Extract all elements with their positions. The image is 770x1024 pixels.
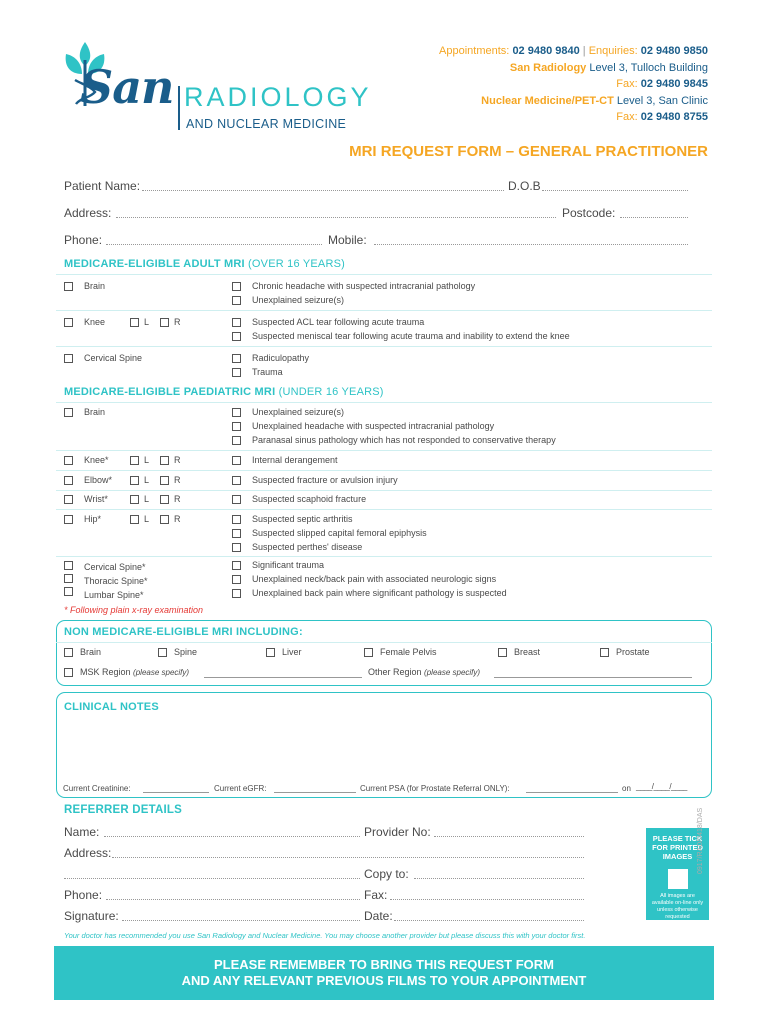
- paed-brain-checkbox[interactable]: [64, 408, 73, 417]
- logo-radiology: RADIOLOGY: [184, 82, 372, 112]
- reminder-banner: PLEASE REMEMBER TO BRING THIS REQUEST FORM AND ANY RELEVANT PREVIOUS FILMS TO YOUR APPOINTMENT: [54, 946, 714, 1000]
- copy-to-field[interactable]: [414, 878, 584, 879]
- printed-images-panel: PLEASE TICK FOR PRINTED IMAGES All images are available on-line only unless otherwise requested: [646, 828, 709, 920]
- address-field[interactable]: [116, 217, 556, 218]
- msk-region-field[interactable]: [204, 677, 362, 678]
- nm-msk-checkbox[interactable]: [64, 668, 73, 677]
- paed-lumbar-spine-checkbox[interactable]: [64, 587, 73, 596]
- date-field[interactable]: [394, 920, 584, 921]
- nuclear-label: Nuclear Medicine/PET-CT: [481, 94, 614, 107]
- referrer-fax-field[interactable]: [390, 899, 584, 900]
- egfr-field[interactable]: [274, 792, 356, 793]
- paed-knee-left-checkbox[interactable]: [130, 456, 139, 465]
- referrer-address-line2[interactable]: [64, 878, 360, 879]
- provider-no-field[interactable]: [434, 836, 584, 837]
- san-label: San Radiology: [509, 61, 587, 74]
- paed-hip-left-checkbox[interactable]: [130, 515, 139, 524]
- appointments-number: 02 9480 9840: [512, 45, 580, 57]
- referrer-phone-field[interactable]: [106, 899, 360, 900]
- logo-san: San: [80, 60, 174, 114]
- disclaimer: Your doctor has recommended you use San Radiology and Nuclear Medicine. You may choose another provider but please discuss this with your doctor first.: [64, 931, 586, 940]
- postcode-label: Postcode:: [562, 206, 616, 220]
- patient-name-label: Patient Name:: [64, 179, 141, 193]
- phone-label: Phone:: [64, 233, 103, 247]
- paed-knee-checkbox[interactable]: [64, 456, 73, 465]
- postcode-field[interactable]: [620, 217, 688, 218]
- fax2-number: 02 9480 8755: [640, 111, 708, 123]
- nm-breast-checkbox[interactable]: [498, 648, 507, 657]
- paed-cervical-spine-checkbox[interactable]: [64, 561, 73, 570]
- referrer-heading: REFERRER DETAILS: [64, 804, 182, 816]
- adult-cervical-ind2-checkbox[interactable]: [232, 368, 241, 377]
- dob-label: D.O.B: [508, 179, 541, 193]
- paed-wrist-left-checkbox[interactable]: [130, 495, 139, 504]
- paed-hip-right-checkbox[interactable]: [160, 515, 169, 524]
- form-title: MRI REQUEST FORM – GENERAL PRACTITIONER: [349, 143, 708, 160]
- nuclear-location: Level 3, San Clinic: [616, 94, 708, 107]
- paed-brain-ind1-checkbox[interactable]: [232, 408, 241, 417]
- adult-brain-ind2-checkbox[interactable]: [232, 296, 241, 305]
- adult-knee-ind2-checkbox[interactable]: [232, 332, 241, 341]
- xray-footnote: * Following plain x-ray examination: [64, 605, 204, 615]
- nm-brain-checkbox[interactable]: [64, 648, 73, 657]
- address-label: Address:: [64, 206, 112, 220]
- paed-knee-right-checkbox[interactable]: [160, 456, 169, 465]
- printed-images-checkbox[interactable]: [668, 869, 688, 889]
- paed-spine-ind3-checkbox[interactable]: [232, 589, 241, 598]
- psa-field[interactable]: [526, 792, 618, 793]
- paed-elbow-left-checkbox[interactable]: [130, 476, 139, 485]
- logo-tagline: AND NUCLEAR MEDICINE: [186, 117, 347, 131]
- paed-wrist-right-checkbox[interactable]: [160, 495, 169, 504]
- san-location: Level 3, Tulloch Building: [589, 61, 708, 74]
- clinical-notes-heading: CLINICAL NOTES: [64, 701, 159, 713]
- paed-spine-ind2-checkbox[interactable]: [232, 575, 241, 584]
- nm-liver-checkbox[interactable]: [266, 648, 275, 657]
- referrer-name-field[interactable]: [104, 836, 360, 837]
- phone-field[interactable]: [106, 244, 322, 245]
- non-medicare-heading: NON MEDICARE-ELIGIBLE MRI INCLUDING:: [64, 626, 303, 638]
- paed-elbow-ind1-checkbox[interactable]: [232, 476, 241, 485]
- contact-block: Appointments: 02 9480 9840 | Enquiries: 02 9480 9850 San Radiology Level 3, Tulloch Building Fax: 02 9480 9845 Nuclear Medicine/PET-CT Level 3, San Clinic Fax: 02 9480 8755: [439, 45, 708, 123]
- patient-name-field[interactable]: [142, 190, 504, 191]
- signature-field[interactable]: [122, 920, 360, 921]
- adult-brain-label: Brain: [84, 281, 106, 291]
- adult-knee-ind1-checkbox[interactable]: [232, 318, 241, 327]
- paed-thoracic-spine-checkbox[interactable]: [64, 574, 73, 583]
- adult-brain-checkbox[interactable]: [64, 282, 73, 291]
- paed-knee-ind1-checkbox[interactable]: [232, 456, 241, 465]
- side-code: 0917/RAD/0418/DAS: [697, 807, 704, 874]
- paed-hip-ind3-checkbox[interactable]: [232, 543, 241, 552]
- paed-elbow-checkbox[interactable]: [64, 476, 73, 485]
- other-region-field[interactable]: [494, 677, 692, 678]
- paed-spine-ind1-checkbox[interactable]: [232, 561, 241, 570]
- referrer-address-field[interactable]: [112, 857, 584, 858]
- enquiries-label: Enquiries:: [588, 45, 638, 57]
- paed-brain-ind3-checkbox[interactable]: [232, 436, 241, 445]
- dob-field[interactable]: [542, 190, 688, 191]
- appointments-label: Appointments:: [439, 45, 510, 57]
- mobile-label: Mobile:: [328, 233, 367, 247]
- logo: [58, 40, 378, 135]
- adult-mri-heading: MEDICARE-ELIGIBLE ADULT MRI (OVER 16 YEARS): [64, 258, 345, 270]
- adult-brain-ind1-checkbox[interactable]: [232, 282, 241, 291]
- paed-hip-ind1-checkbox[interactable]: [232, 515, 241, 524]
- paed-elbow-right-checkbox[interactable]: [160, 476, 169, 485]
- enquiries-number: 02 9480 9850: [640, 45, 708, 57]
- nm-spine-checkbox[interactable]: [158, 648, 167, 657]
- adult-knee-checkbox[interactable]: [64, 318, 73, 327]
- paed-wrist-checkbox[interactable]: [64, 495, 73, 504]
- nm-female-pelvis-checkbox[interactable]: [364, 648, 373, 657]
- paed-hip-ind2-checkbox[interactable]: [232, 529, 241, 538]
- mobile-field[interactable]: [374, 244, 688, 245]
- fax1-number: 02 9480 9845: [640, 78, 708, 90]
- adult-knee-left-checkbox[interactable]: [130, 318, 139, 327]
- adult-cervical-ind1-checkbox[interactable]: [232, 354, 241, 363]
- paed-wrist-ind1-checkbox[interactable]: [232, 495, 241, 504]
- paed-hip-checkbox[interactable]: [64, 515, 73, 524]
- nm-prostate-checkbox[interactable]: [600, 648, 609, 657]
- paed-brain-ind2-checkbox[interactable]: [232, 422, 241, 431]
- paediatric-mri-heading: MEDICARE-ELIGIBLE PAEDIATRIC MRI (UNDER 16 YEARS): [64, 386, 384, 398]
- adult-knee-right-checkbox[interactable]: [160, 318, 169, 327]
- psa-date-field[interactable]: ____/____/____: [636, 782, 687, 791]
- creatinine-field[interactable]: [143, 792, 209, 793]
- adult-cervical-checkbox[interactable]: [64, 354, 73, 363]
